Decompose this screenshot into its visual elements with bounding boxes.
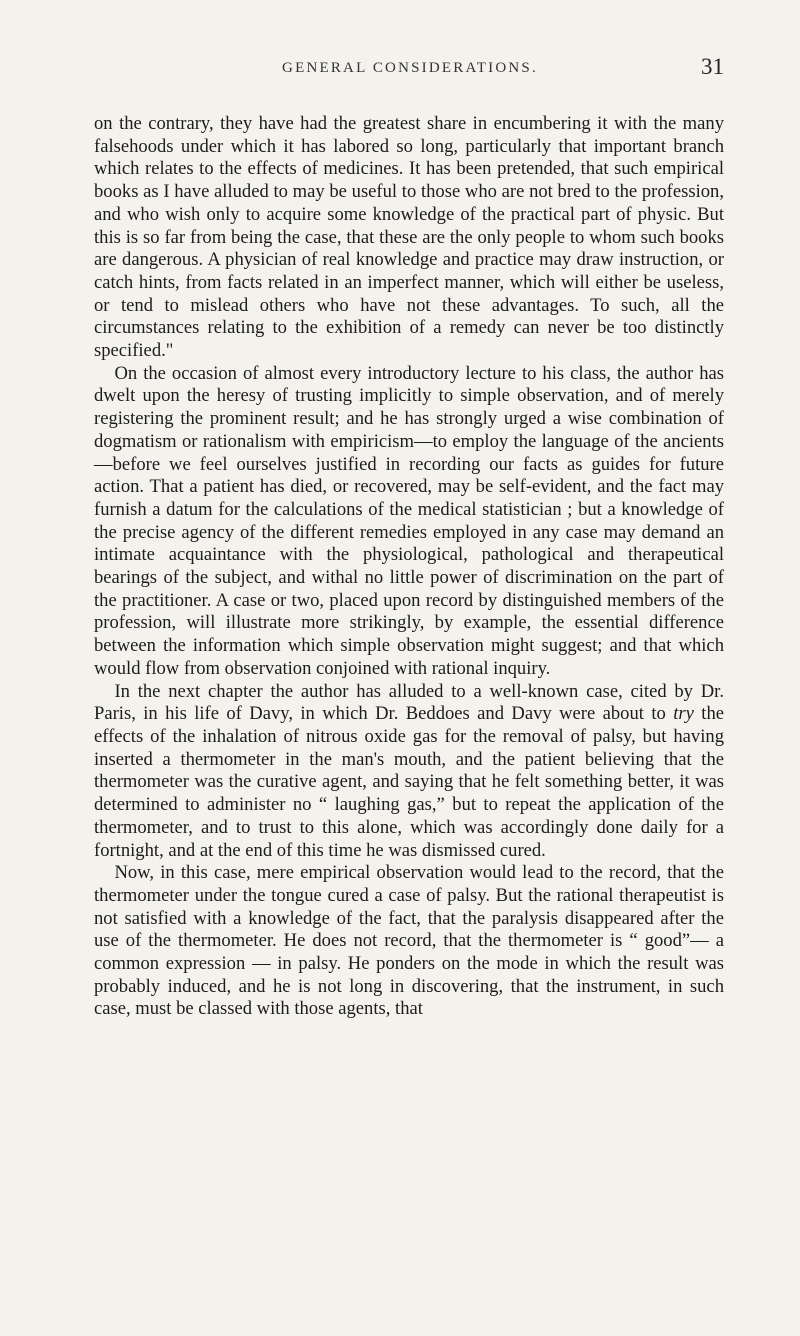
running-head [96, 54, 724, 84]
page-number: 31 [701, 54, 724, 79]
text-run: In the next chapter the author has alluded to a well-known case, cited by Dr. Paris, in his life of Davy, in which Dr. Beddoes and Davy were about to [94, 680, 724, 725]
italic-text-run: try [673, 703, 694, 725]
text-run: the effects of the inhalation of nitrous oxide gas for the removal of palsy, but having inserted a thermometer in the man's mouth, and the patient believing that the thermometer was the curative agent, and saying that he felt something better, it was determined to administer no “ laughing gas,” but to repeat the application of the thermometer, and to trust to this alone, which was accordingly done daily for a fortnight, and at the end of this time he was dismissed cured. [94, 703, 724, 861]
text-run: Now, in this case, mere empirical observation would lead to the record, that the thermometer under the tongue cured a case of palsy. But the rational therapeutist is not satisfied with a knowledge of the fact, that the paralysis disappeared after the use of the thermometer. He does not record, that the thermometer is “ good”— a common expression — in palsy. He ponders on the mode in which the result was probably induced, and he is not long in discovering, that the instrument, in such case, must be classed with those agents, that [94, 862, 724, 1020]
paragraph [94, 681, 724, 863]
body-text [94, 113, 724, 1021]
paragraph [94, 363, 724, 681]
running-title: GENERAL CONSIDERATIONS. [282, 60, 538, 76]
paragraph [94, 862, 724, 1021]
text-run: On the occasion of almost every introductory lecture to his class, the author has dwelt upon the heresy of trusting implicitly to simple observation, and of merely registering the prominent result; and he has strongly urged a wise combination of dogmatism or rationalism with empiricism—to employ the language of the ancients—before we feel ourselves justified in recording our facts as guides for future action. That a patient has died, or recovered, may be self-evident, and the fact may furnish a datum for the calculations of the medical statistician ; but a knowledge of the precise agency of the different remedies employed in any case may demand an intimate acquaintance with the physiological, pathological and therapeutical bearings of the subject, and withal no little power of discrimination on the part of the practitioner. A case or two, placed upon record by distinguished members of the profession, will illustrate more strikingly, by example, the essential difference between the information which simple observation might suggest; and that which would flow from observation conjoined with rational inquiry. [94, 362, 724, 679]
paragraph [94, 113, 724, 363]
text-run: on the contrary, they have had the greatest share in encumbering it with the many falsehoods under which it has labored so long, particularly that important branch which relates to the effects of medicines. It has been pretended, that such empirical books as I have alluded to may be useful to those who are not bred to the profession, and who wish only to acquire some knowledge of the practical part of physic. But this is so far from being the case, that these are the only people to whom such books are dangerous. A physician of real knowledge and practice may draw instruction, or catch hints, from facts related in an imperfect manner, which will either be useless, or tend to mislead others who have not these advantages. To such, all the circumstances relating to the exhibition of a remedy can never be too distinctly specified." [94, 113, 724, 362]
